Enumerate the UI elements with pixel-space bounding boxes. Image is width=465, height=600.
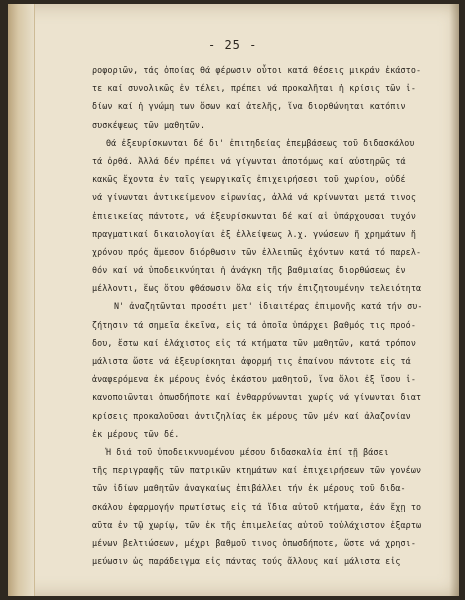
- text-line: δου, ἔστω καί ἐλάχιστος εἰς τά κτήματα τῶν μαθητῶν, κατά τρόπον: [92, 337, 416, 348]
- text-line: τῶν ἰδίων μαθητῶν ἀναγκαίως ἐπιβάλλει τήν ἐκ μέρους τοῦ διδα-: [92, 483, 406, 494]
- text-line: αῦτα ἐν τῷ χωρίῳ, τῶν ἐκ τῆς ἐπιμελείας αὐτοῦ τοὐλάχιστον ἐξαρτω: [92, 519, 422, 530]
- text-line: δίων καί ἡ γνώμη των ὅσων καί ἀτελῆς, ἵνα διορθώνηται κατόπιν: [92, 101, 406, 112]
- text-line: σκάλου ἐφαρμογήν πρωτίστως εἰς τά ἴδια αὐτοῦ κτήματα, ἐάν ἔχῃ το: [92, 501, 422, 512]
- text-line: ἐπιεικείας πάντοτε, νά ἐξευρίσκωνται δέ καί αἱ ὑπάρχουσαι τυχόν: [92, 210, 416, 221]
- text-line: κακῶς ἔχοντα ἐν ταῖς γεωργικαῖς ἐπιχειρήσεσι τοῦ χωρίου, οὐδέ: [92, 174, 406, 185]
- text-line: τε καί συνολικῶς ἐν τέλει, πρέπει νά προκαλῆται ἡ κρίσις τῶν ἰ-: [92, 83, 416, 94]
- text-line: θόν καί νά ὑποδεικνύηται ἡ ἀνάγκη τῆς βαθμιαίας διορθώσεως ἐν: [92, 265, 406, 276]
- text-line: Ἡ διά τοῦ ὑποδεικνυομένου μέσου διδασκαλία ἐπί τῇ βάσει: [106, 446, 389, 457]
- text-line: πραγματικαί δικαιολογίαι ἐξ ἐλλείψεως λ.χ. γνώσεων ἤ χρημάτων ἤ: [92, 228, 416, 239]
- text-line: νά γίνωνται ἀντικείμενον εἰρωνίας, ἀλλά νά κρίνωνται μετά τινος: [92, 192, 416, 203]
- text-line: ἐκ μέρους τῶν δέ.: [92, 428, 180, 439]
- text-line: χρόνου πρός ἄμεσον διόρθωσιν τῶν ἐλλειπῶς ἐχόντων κατά τό παρελ-: [92, 246, 422, 257]
- binding-fold: [8, 4, 35, 596]
- text-line: συσκέψεως τῶν μαθητῶν.: [92, 119, 206, 130]
- text-line: κανοποιῶνται ὁπωσδήποτε καί ἐνθαρρύνωνται χωρίς νά γίνωνται διατ: [92, 392, 422, 403]
- text-line: μέλλοντι, ἕως ὅτου φθάσωσιν ὅλα εἰς τήν ἐπιζητουμένην τελειότητα: [92, 283, 422, 294]
- text-line: ἀναφερόμενα ἐκ μέρους ἑνός ἑκάστου μαθητοῦ, ἵνα ὅλοι ἐξ ἴσου ἰ-: [92, 374, 416, 385]
- page-number: - 25 -: [208, 38, 258, 52]
- text-line: μένων βελτιώσεων, μέχρι βαθμοῦ τινος ὁπωσδήποτε, ὥστε νά χρησι-: [92, 537, 416, 548]
- typewritten-text-block: [92, 61, 462, 570]
- text-line: ροφοριῶν, τάς ὁποίας θά φέρωσιν οὗτοι κατά θέσεις μικράν ἐκάστο-: [92, 65, 422, 75]
- text-line: Θά ἐξευρίσκωνται δέ δι' ἐπιτηδείας ἐπεμβάσεως τοῦ διδασκάλου: [106, 137, 415, 148]
- text-line: μάλιστα ὥστε νά ἐξευρίσκηται ἀφορμή τις ἐπαίνου πάντοτε εἰς τά: [92, 356, 411, 366]
- document-page: [8, 4, 459, 596]
- text-line: ζήτησιν τά σημεῖα ἐκεῖνα, εἰς τά ὁποῖα ὑπάρχει βαθμός τις προό-: [92, 319, 416, 330]
- text-line: τῆς περιγραφῆς τῶν πατρικῶν κτημάτων καί ἐπιχειρήσεων τῶν γονέων: [92, 465, 422, 476]
- text-line: κρίσεις προκαλοῦσαι ἀντιζηλίας ἐκ μέρους τῶν μέν καί ἀλαζονίαν: [92, 410, 411, 421]
- text-line: Ν' ἀναζητῶνται προσέτι μετ' ἰδιαιτέρας ἐπιμονῆς κατά τήν συ-: [114, 301, 423, 312]
- text-line: μεύωσιν ὡς παράδειγμα εἰς πάντας τούς ἄλλους καί μάλιστα εἰς: [92, 556, 401, 567]
- text-line: τά ὀρθά. Ἀλλά δέν πρέπει νά γίγωνται ἀποτόμως καί αὐστηρῶς τά: [92, 155, 406, 166]
